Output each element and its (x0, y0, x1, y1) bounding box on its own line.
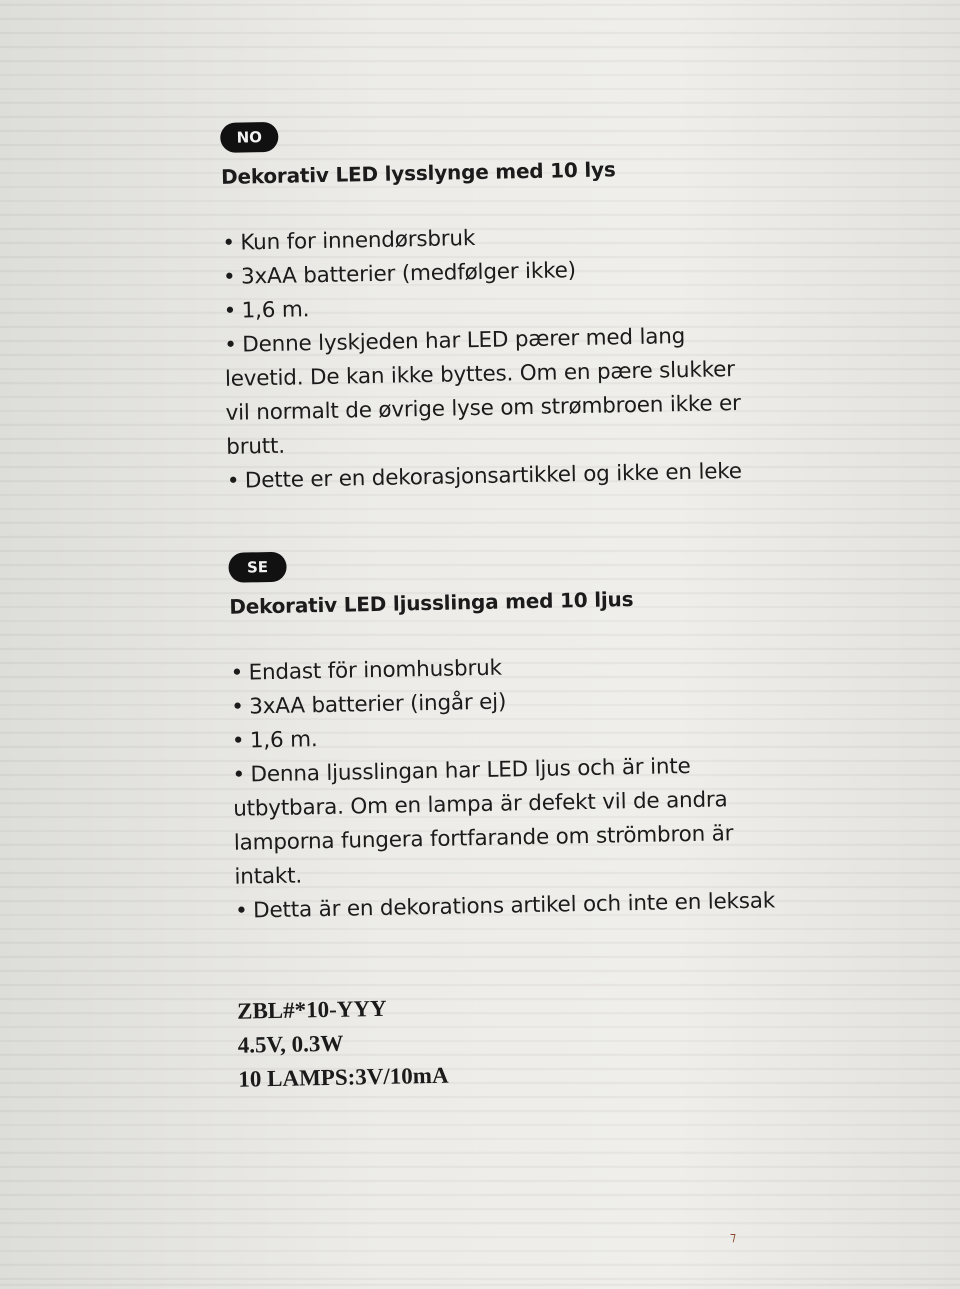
list-item: • 1,6 m. (223, 297, 310, 324)
product-title-se: Dekorativ LED ljusslinga med 10 ljus (229, 587, 634, 619)
language-badge-no: NO (220, 122, 279, 153)
list-item: • 1,6 m. (231, 727, 318, 754)
list-item: • Detta är en dekorations artikel och inte en leksak (234, 888, 776, 924)
list-item: • Denna ljusslingan har LED ljus och är inte utbytbara. Om en lampa är defekt vil de andra lamporna fungera fortfarande om strömbron är intakt. (232, 753, 734, 890)
product-title-no: Dekorativ LED lysslynge med 10 lys (220, 157, 616, 189)
list-item: • Denne lyskjeden har LED pærer med lang levetid. De kan ikke byttes. Om en pære slukker vil normalt de øvrige lyse om strømbroen ikke er brutt. (224, 324, 741, 460)
section-swedish (228, 542, 775, 928)
ink-speck: ⁊ (730, 1230, 736, 1244)
power-rating: 4.5V, 0.3W (237, 1030, 344, 1058)
list-item: • 3xAA batterier (ingår ej) (231, 689, 507, 720)
bullet-list-se (230, 646, 775, 928)
language-badge-se: SE (228, 552, 287, 583)
bullet-list-no (222, 217, 767, 499)
lamp-rating: 10 LAMPS:3V/10mA (238, 1062, 449, 1092)
model-number: ZBL#*10-YYY (236, 995, 387, 1024)
list-item: • 3xAA batterier (medfølger ikke) (222, 258, 577, 290)
section-norwegian (220, 113, 767, 499)
list-item: • Endast för inomhusbruk (230, 655, 503, 686)
list-item: • Kun for innendørsbruk (222, 226, 476, 256)
technical-specs (237, 991, 449, 1097)
list-item: • Dette er en dekorasjonsartikkel og ikke en leke (226, 458, 743, 494)
